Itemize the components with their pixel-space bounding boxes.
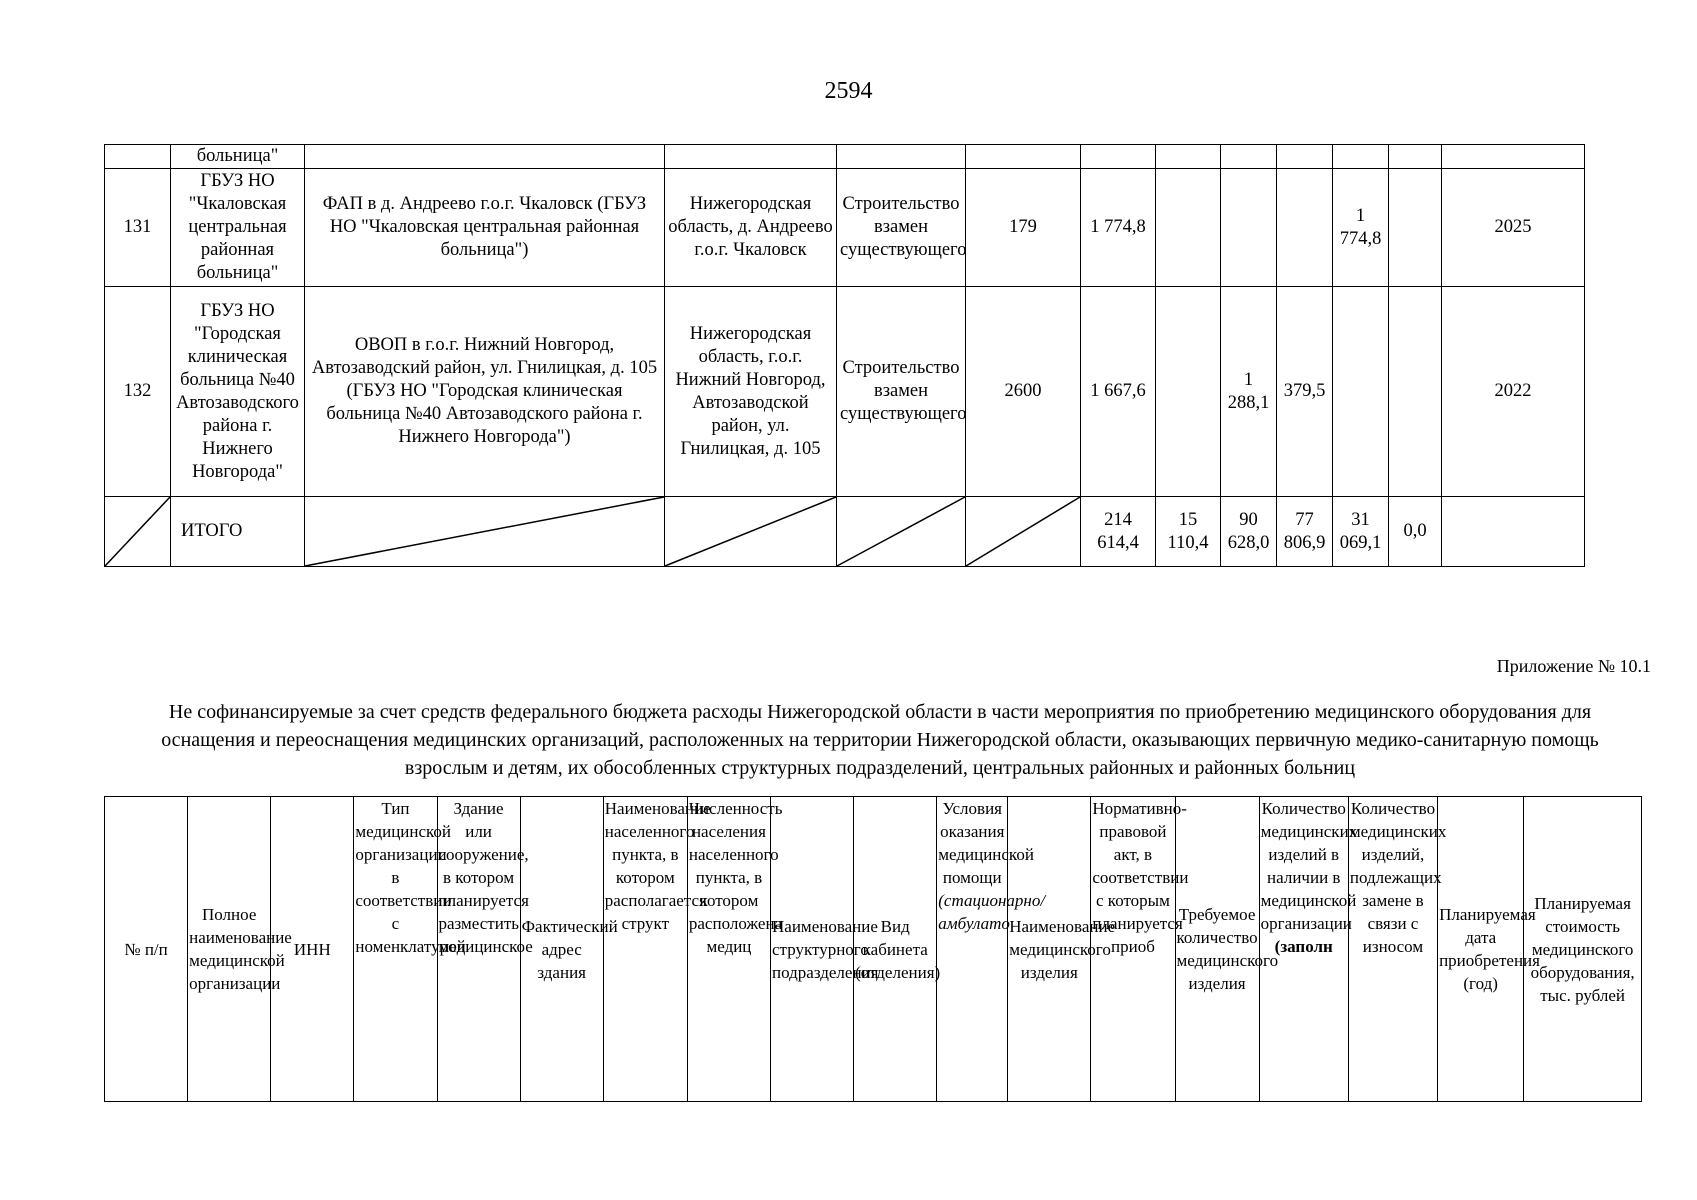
diagonal-cell bbox=[837, 497, 966, 567]
capacity-cell: 179 bbox=[966, 169, 1081, 287]
header-population: Численность населения населенного пункта, в котором расположена медиц bbox=[687, 797, 770, 1102]
header-cabinet: Вид кабинета (отделения) bbox=[854, 797, 937, 1102]
header-cost: Планируемая стоимость медицинского оборудования, тыс. рублей bbox=[1524, 797, 1642, 1102]
row-number: 132 bbox=[105, 287, 171, 497]
objects-table bbox=[104, 144, 1585, 567]
org-name-cell: ГБУЗ НО "Городская клиническая больница №40 Автозаводского района г. Нижнего Новгорода" bbox=[171, 287, 305, 497]
total-cell: 1 774,8 bbox=[1081, 169, 1156, 287]
total-row bbox=[105, 497, 1585, 567]
amount-cell: 15 110,4 bbox=[1156, 497, 1221, 567]
address-cell: Нижегородская область, д. Андреево г.о.г. Чкаловск bbox=[665, 169, 837, 287]
amount-cell bbox=[1389, 287, 1442, 497]
total-cell: 214 614,4 bbox=[1081, 497, 1156, 567]
header-settlement: Наименование населенного пункта, в котором располагается структ bbox=[603, 797, 687, 1102]
address-cell: Нижегородская область, г.о.г. Нижний Новгород, Автозаводской район, ул. Гнилицкая, д. 105 bbox=[665, 287, 837, 497]
page-number: 2594 bbox=[824, 78, 873, 104]
header-normative: Нормативно-правовой акт, в соответствии с которым планируется приоб bbox=[1091, 797, 1175, 1102]
org-name-cell: ГБУЗ НО "Чкаловская центральная районная больница" bbox=[171, 169, 305, 287]
year-cell bbox=[1442, 497, 1585, 567]
table-row bbox=[105, 145, 1585, 169]
amount-cell bbox=[1277, 169, 1333, 287]
header-org-name: Полное наименование медицинской организации bbox=[188, 797, 271, 1102]
amount-cell: 379,5 bbox=[1277, 287, 1333, 497]
row-number: 131 bbox=[105, 169, 171, 287]
amount-cell bbox=[1389, 169, 1442, 287]
capacity-cell: 2600 bbox=[966, 287, 1081, 497]
amount-cell: 1 288,1 bbox=[1221, 287, 1277, 497]
amount-cell: 77 806,9 bbox=[1277, 497, 1333, 567]
total-label: ИТОГО bbox=[171, 497, 305, 567]
header-required: Требуемое количество медицинского изделия bbox=[1175, 797, 1259, 1102]
header-conditions: Условия оказания медицинской помощи (стационарно/амбулато bbox=[937, 797, 1008, 1102]
amount-cell bbox=[1221, 169, 1277, 287]
header-unit-name: Наименование структурного подразделения bbox=[771, 797, 854, 1102]
header-available: Количество медицинских изделий в наличии в медицинской организации (заполн bbox=[1259, 797, 1348, 1102]
header-replace: Количество медицинских изделий, подлежащих замене в связи с износом bbox=[1348, 797, 1437, 1102]
object-cell: ФАП в д. Андреево г.о.г. Чкаловск (ГБУЗ НО "Чкаловская центральная районная больница") bbox=[305, 169, 665, 287]
amount-cell: 0,0 bbox=[1389, 497, 1442, 567]
diagonal-cell bbox=[966, 497, 1081, 567]
diagonal-cell bbox=[105, 497, 171, 567]
amount-cell bbox=[1156, 287, 1221, 497]
object-cell: ОВОП в г.о.г. Нижний Новгород, Автозаводский район, ул. Гнилицкая, д. 105 (ГБУЗ НО "Городская клиническая больница №40 Автозаводского района г. Нижнего Новгорода") bbox=[305, 287, 665, 497]
header-building: Здание или сооружение, в котором планируется разместить медицинское bbox=[437, 797, 520, 1102]
header-inn: ИНН bbox=[271, 797, 354, 1102]
table-row bbox=[105, 287, 1585, 497]
work-type-cell: Строительство взамен существующего bbox=[837, 287, 966, 497]
diagonal-cell bbox=[665, 497, 837, 567]
year-cell: 2022 bbox=[1442, 287, 1585, 497]
amount-cell: 31 069,1 bbox=[1333, 497, 1389, 567]
header-row bbox=[105, 797, 1642, 1102]
header-address: Фактический адрес здания bbox=[520, 797, 603, 1102]
amount-cell: 90 628,0 bbox=[1221, 497, 1277, 567]
header-device-name: Наименование медицинского изделия bbox=[1008, 797, 1091, 1102]
header-org-type: Тип медицинской организации в соответствии с номенклатурой bbox=[354, 797, 437, 1102]
appendix-label: Приложение № 10.1 bbox=[1496, 656, 1651, 676]
amount-cell: 1 774,8 bbox=[1333, 169, 1389, 287]
header-date: Планируемая дата приобретения (год) bbox=[1438, 797, 1524, 1102]
diagonal-cell bbox=[305, 497, 665, 567]
org-name-cell: больница" bbox=[171, 145, 305, 169]
table-row bbox=[105, 169, 1585, 287]
year-cell: 2025 bbox=[1442, 169, 1585, 287]
work-type-cell: Строительство взамен существующего bbox=[837, 169, 966, 287]
amount-cell bbox=[1156, 169, 1221, 287]
total-cell: 1 667,6 bbox=[1081, 287, 1156, 497]
document-title: Не софинансируемые за счет средств федерального бюджета расходы Нижегородской области в части мероприятия по приобретению медицинского оборудования для оснащения и переоснащения медицинских организаций, расположенных на территории Нижегородской области, оказывающих первичную медико-санитарную помощь взрослым и детям, их обособленных структурных подразделений, центральных районных и районных больниц bbox=[161, 701, 1599, 779]
header-num: № п/п bbox=[105, 797, 188, 1102]
amount-cell bbox=[1333, 287, 1389, 497]
equipment-table bbox=[104, 796, 1642, 1102]
